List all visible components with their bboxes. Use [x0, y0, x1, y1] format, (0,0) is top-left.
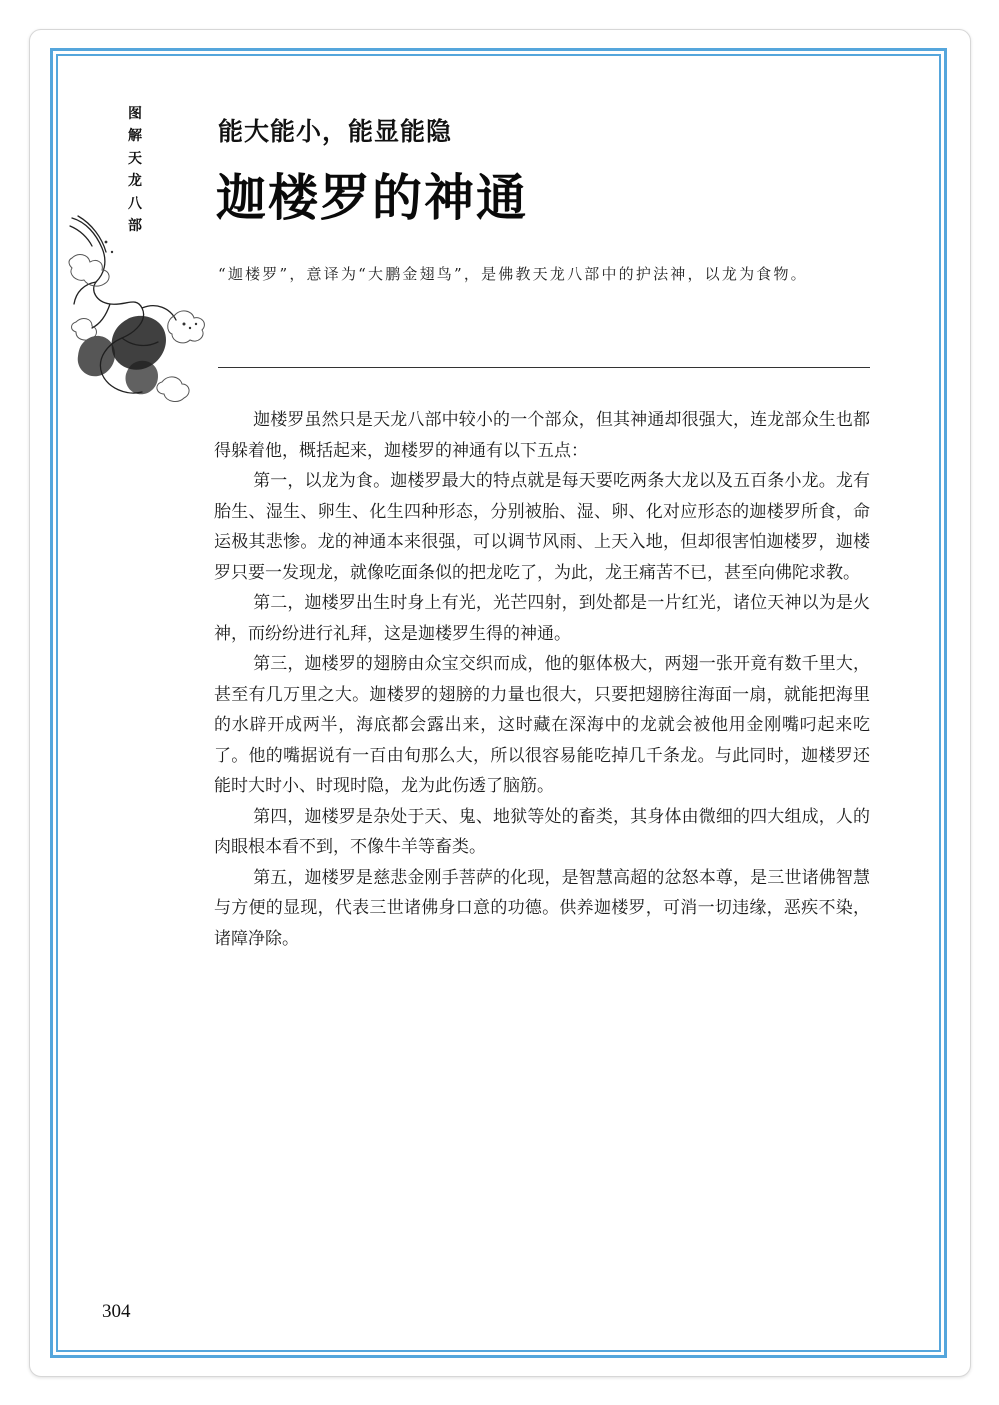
paragraph: 迦楼罗虽然只是天龙八部中较小的一个部众，但其神通却很强大，连龙部众生也都得躲着他，概括起来，迦楼罗的神通有以下五点： — [214, 410, 870, 461]
body-text — [214, 405, 870, 954]
paragraph: 第五，迦楼罗是慈悲金刚手菩萨的化现，是智慧高超的忿怒本尊，是三世诸佛智慧与方便的显现，代表三世诸佛身口意的功德。供养迦楼罗，可消一切违缘，恶疾不染，诸障净除。 — [214, 867, 870, 949]
paragraph: 第四，迦楼罗是杂处于天、鬼、地狱等处的畜类，其身体由微细的四大组成，人的肉眼根本看不到，不像牛羊等畜类。 — [214, 806, 870, 857]
divider — [218, 367, 870, 368]
dragon-illustration — [66, 212, 216, 412]
paragraph: 第一，以龙为食。迦楼罗最大的特点就是每天要吃两条大龙以及五百条小龙。龙有胎生、湿生、卵生、化生四种形态，分别被胎、湿、卵、化对应形态的迦楼罗所食，命运极其悲惨。龙的神通本来很强，可以调节风雨、上天入地，但却很害怕迦楼罗，迦楼罗只要一发现龙，就像吃面条似的把龙吃了，为此，龙王痛苦不已，甚至向佛陀求教。 — [214, 471, 870, 583]
intro-text: “迦楼罗”，意译为“大鹏金翅鸟”，是佛教天龙八部中的护法神，以龙为食物。 — [218, 265, 808, 283]
page-title: 迦楼罗的神通 — [216, 169, 528, 227]
section-subtitle: 能大能小，能显能隐 — [218, 117, 453, 146]
page-number: 304 — [102, 1301, 131, 1322]
series-label: 图解天龙八部 — [128, 106, 142, 235]
paragraph: 第三，迦楼罗的翅膀由众宝交织而成，他的躯体极大，两翅一张开竟有数千里大，甚至有几万里之大。迦楼罗的翅膀的力量也很大，只要把翅膀往海面一扇，就能把海里的水辟开成两半，海底都会露出来，这时藏在深海中的龙就会被他用金刚嘴叼起来吃了。他的嘴据说有一百由旬那么大，所以很容易能吃掉几千条龙。与此同时，迦楼罗还能时大时小、时现时隐，龙为此伤透了脑筋。 — [214, 654, 870, 796]
paragraph: 第二，迦楼罗出生时身上有光，光芒四射，到处都是一片红光，诸位天神以为是火神，而纷纷进行礼拜，这是迦楼罗生得的神通。 — [214, 593, 870, 644]
